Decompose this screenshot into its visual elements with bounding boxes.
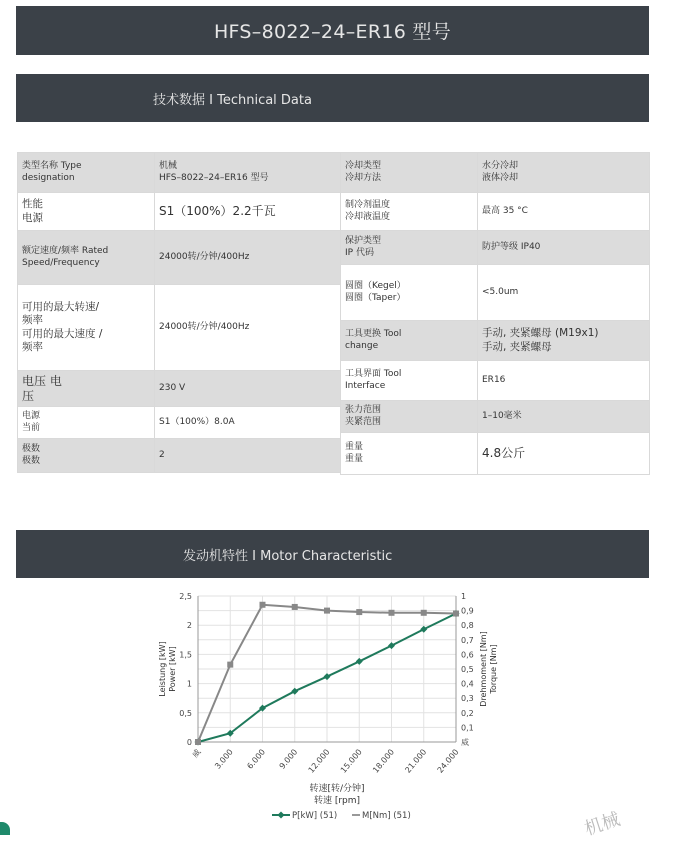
- torque-data-point: [324, 608, 330, 614]
- spec-key-text: 冷却方法: [345, 172, 382, 183]
- spec-value-text: 液体冷却: [482, 172, 519, 183]
- spec-key-text: change: [345, 340, 379, 351]
- x-tick-label: 21.000: [403, 747, 429, 775]
- right-spec-row: [341, 153, 650, 193]
- right-spec-key: [341, 321, 478, 361]
- left-spec-key: [18, 193, 155, 231]
- y-left-tick-label: 2: [186, 621, 192, 631]
- x-tick-label: 12.000: [306, 747, 332, 775]
- y-left-tick-label: 1,5: [179, 650, 192, 660]
- spec-value-text: 230 V: [159, 382, 186, 393]
- spec-value-text: 4.8公斤: [482, 446, 526, 460]
- power-data-point: [324, 673, 331, 680]
- y-right-tick-label: 0,6: [461, 650, 474, 660]
- spec-key-text: 电源: [22, 411, 41, 422]
- y-right-tick-label: 威: [461, 738, 469, 747]
- spec-key-text: 工具更换 Tool: [345, 329, 402, 340]
- y-right-tick-label: 0,9: [461, 606, 474, 616]
- right-spec-row: [341, 321, 650, 361]
- x-axis-title: 转速[转/分钟]: [309, 784, 365, 794]
- left-spec-row: [18, 153, 341, 193]
- torque-data-point: [292, 604, 298, 610]
- spec-value-text: S1（100%）2.2千瓦: [159, 204, 276, 218]
- torque-data-point: [421, 610, 427, 616]
- right-spec-table: [340, 152, 650, 475]
- spec-key-text: 当前: [22, 422, 41, 433]
- spec-key-text: 类型名称 Type: [22, 161, 82, 172]
- x-tick-label: 15.000: [338, 747, 364, 775]
- right-spec-key: [341, 193, 478, 231]
- x-tick-label: 3.000: [213, 747, 235, 771]
- x-tick-label: 18.000: [371, 747, 397, 775]
- spec-key-text: 冷却类型: [345, 161, 382, 172]
- x-tick-label: 9.000: [277, 747, 300, 771]
- spec-value-text: 防护等级 IP40: [482, 241, 541, 252]
- spec-key-text: 圆圈（Kegel）: [345, 281, 406, 292]
- torque-data-point: [260, 602, 266, 608]
- right-spec-value: [478, 231, 650, 265]
- left-spec-key: [18, 439, 155, 473]
- spec-value-text: 2: [159, 449, 165, 460]
- right-spec-value: [478, 321, 650, 361]
- right-spec-row: [341, 193, 650, 231]
- motor-characteristic-title: 发动机特性 I Motor Characteristic: [183, 548, 393, 564]
- right-spec-key: [341, 231, 478, 265]
- y-left-tick-label: 2,5: [179, 592, 192, 601]
- left-spec-table: [17, 152, 341, 473]
- spec-value-text: 手动, 夹紧螺母 (M19x1): [482, 327, 599, 340]
- y-right-axis-title: Drehmoment [Nm]: [479, 631, 488, 707]
- y-right-tick-label: 0,3: [461, 694, 474, 704]
- spec-value-text: <5.0um: [482, 286, 519, 297]
- spec-key-text: 保护类型: [345, 236, 382, 247]
- spec-value-text: 手动, 夹紧螺母: [482, 340, 552, 353]
- power-data-point: [388, 642, 395, 649]
- right-spec-key: [341, 401, 478, 433]
- spec-key-text: 极数: [22, 455, 41, 466]
- spec-key-text: 频率: [22, 314, 43, 327]
- spec-key-text: IP 代码: [345, 247, 374, 258]
- right-spec-key: [341, 265, 478, 321]
- spec-value-text: ER16: [482, 374, 506, 385]
- spec-key-text: 夹紧范围: [345, 416, 382, 427]
- y-left-tick-label: 0,5: [179, 708, 192, 718]
- right-spec-value: [478, 265, 650, 321]
- spec-key-text: 电源: [22, 211, 43, 224]
- right-spec-value: [478, 193, 650, 231]
- x-tick-label: 6.000: [245, 747, 268, 771]
- power-data-point: [356, 658, 363, 665]
- left-spec-value: [155, 371, 341, 407]
- spec-value-text: 机械: [159, 161, 178, 172]
- left-spec-key: [18, 407, 155, 439]
- left-spec-value: [155, 285, 341, 371]
- x-axis-subtitle: 转速 [rpm]: [313, 796, 361, 806]
- power-data-point: [420, 626, 427, 633]
- left-spec-key: [18, 153, 155, 193]
- spec-key-text: Speed/Frequency: [22, 257, 100, 268]
- technical-data-title: 技术数据 I Technical Data: [153, 92, 312, 108]
- spec-value-text: 最高 35 °C: [482, 205, 528, 216]
- y-left-axis-subtitle: Power [kW]: [168, 646, 177, 692]
- left-spec-key: [18, 371, 155, 407]
- motor-characteristic-header: [16, 530, 649, 578]
- right-spec-value: [478, 153, 650, 193]
- spec-value-text: 1–10毫米: [482, 410, 522, 421]
- legend-power-label: P[kW] (51): [292, 811, 338, 821]
- left-spec-row: [18, 439, 341, 473]
- spec-value-text: HFS–8022–24–ER16 型号: [159, 172, 269, 183]
- left-spec-key: [18, 231, 155, 285]
- power-data-point: [291, 688, 298, 695]
- right-spec-row: [341, 401, 650, 433]
- y-right-tick-label: 1: [461, 592, 467, 601]
- right-spec-row: [341, 361, 650, 401]
- torque-data-point: [227, 662, 233, 668]
- right-spec-key: [341, 153, 478, 193]
- spec-value-text: 24000转/分钟/400Hz: [159, 251, 250, 262]
- left-spec-key: [18, 285, 155, 371]
- y-left-tick-label: 1: [186, 679, 192, 689]
- spec-value-text: 24000转/分钟/400Hz: [159, 321, 250, 332]
- spec-value-text: 水分冷却: [482, 161, 519, 172]
- left-spec-row: [18, 231, 341, 285]
- legend-torque-label: M[Nm] (51): [362, 811, 411, 821]
- left-spec-value: [155, 193, 341, 231]
- left-spec-value: [155, 153, 341, 193]
- spec-key-text: 可用的最大转速/: [22, 301, 100, 314]
- right-spec-value: [478, 433, 650, 475]
- left-spec-value: [155, 407, 341, 439]
- y-right-tick-label: 0,2: [461, 708, 474, 718]
- page-title: HFS–8022–24–ER16 型号: [213, 21, 452, 43]
- spec-key-text: 性能: [22, 198, 43, 211]
- spec-key-text: 可用的最大速度 /: [22, 327, 103, 340]
- right-spec-row: [341, 433, 650, 475]
- spec-key-text: 重量: [345, 442, 364, 453]
- left-spec-row: [18, 371, 341, 407]
- right-spec-value: [478, 361, 650, 401]
- left-spec-row: [18, 407, 341, 439]
- y-left-tick-label: 0: [186, 738, 192, 747]
- spec-key-text: 重量: [345, 453, 364, 464]
- left-spec-row: [18, 193, 341, 231]
- x-tick-label: 24.000: [435, 747, 461, 775]
- y-left-axis-title: Leistung [kW]: [158, 641, 167, 697]
- watermark: 机械: [582, 808, 623, 840]
- right-spec-key: [341, 433, 478, 475]
- right-spec-key: [341, 361, 478, 401]
- spec-key-text: 张力范围: [345, 405, 382, 416]
- y-right-tick-label: 0,1: [461, 723, 474, 733]
- left-spec-value: [155, 231, 341, 285]
- spec-key-text: Interface: [345, 380, 386, 391]
- torque-data-point: [453, 611, 459, 617]
- spec-key-text: 冷却液温度: [345, 211, 391, 222]
- technical-data-header: [16, 74, 649, 122]
- torque-data-point: [356, 609, 362, 615]
- right-spec-row: [341, 265, 650, 321]
- spec-value-text: S1（100%）8.0A: [159, 416, 235, 427]
- spec-key-text: 额定速度/频率 Rated: [22, 246, 109, 257]
- y-right-tick-label: 0,4: [461, 679, 474, 689]
- spec-key-text: 制冷剂温度: [345, 200, 391, 211]
- x-tick-label: 威: [190, 747, 203, 760]
- torque-data-point: [389, 610, 395, 616]
- spec-key-text: 压: [22, 388, 35, 403]
- motor-chart: [0, 588, 695, 828]
- torque-data-point: [195, 739, 201, 745]
- spec-key-text: 工具界面 Tool: [345, 369, 402, 380]
- spec-key-text: 电压 电: [22, 373, 62, 388]
- y-right-tick-label: 0,5: [461, 665, 474, 674]
- spec-key-text: 圆圈（Taper）: [345, 292, 406, 303]
- spec-key-text: 极数: [22, 444, 41, 455]
- page-title-bar: [16, 6, 649, 55]
- spec-key-text: 频率: [22, 340, 43, 353]
- y-right-axis-subtitle: Torque [Nm]: [489, 644, 498, 694]
- right-spec-row: [341, 231, 650, 265]
- y-right-tick-label: 0,8: [461, 621, 474, 631]
- spec-key-text: designation: [22, 172, 75, 183]
- left-spec-row: [18, 285, 341, 371]
- y-right-tick-label: 0,7: [461, 635, 474, 645]
- left-spec-value: [155, 439, 341, 473]
- right-spec-value: [478, 401, 650, 433]
- legend-power-marker: [278, 812, 285, 819]
